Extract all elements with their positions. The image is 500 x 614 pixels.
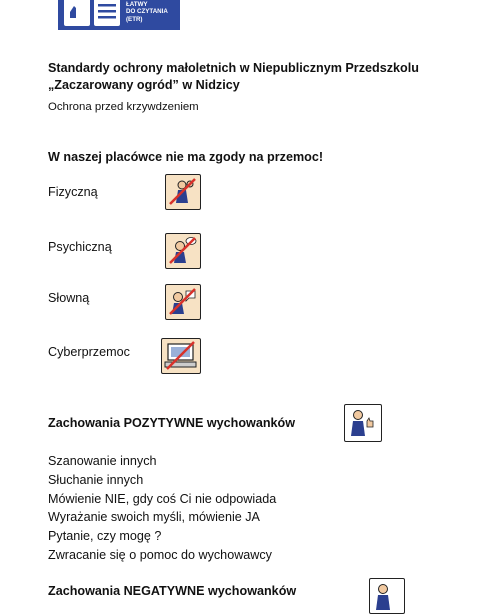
easy-read-book-icon (62, 0, 122, 30)
list-item: Słuchanie innych (48, 472, 144, 487)
physical-violence-icon (165, 174, 201, 210)
thumbs-up-person-icon (344, 404, 382, 442)
violence-headline: W naszej placówce nie ma zgody na przemoc! (48, 150, 324, 164)
positive-heading: Zachowania POZYTYWNE wychowanków (48, 416, 296, 430)
easy-to-read-logo (58, 0, 180, 30)
psychological-violence-icon (165, 233, 201, 269)
document-title: Standardy ochrony małoletnich w Niepublicznym Przedszkolu „Zaczarowany ogród” w Nidzicy (48, 61, 419, 92)
cyberbullying-icon (161, 338, 201, 374)
list-item: Mówienie NIE, gdy coś Ci nie odpowiada (48, 491, 277, 506)
document-subtitle: Ochrona przed krzywdzeniem (48, 101, 199, 113)
list-item: Szanowanie innych (48, 454, 157, 468)
list-item: Pytanie, czy mogę ? (48, 529, 162, 544)
logo-text: ŁATWY DO CZYTANIA (ETR) (126, 1, 168, 23)
positive-list (48, 452, 276, 565)
list-item: Wyrażanie swoich myśli, mówienie JA (48, 510, 260, 525)
violence-label-cyber: Cyberprzemoc (48, 345, 130, 359)
list-item: Zwracanie się o pomoc do wychowawcy (48, 547, 272, 562)
violence-label-physical: Fizyczną (48, 185, 98, 199)
negative-heading: Zachowania NEGATYWNE wychowanków (48, 584, 297, 598)
violence-label-verbal: Słowną (48, 291, 90, 305)
violence-label-psychological: Psychiczną (48, 240, 112, 254)
thumbs-down-person-icon (369, 578, 405, 614)
verbal-violence-icon (165, 284, 201, 320)
